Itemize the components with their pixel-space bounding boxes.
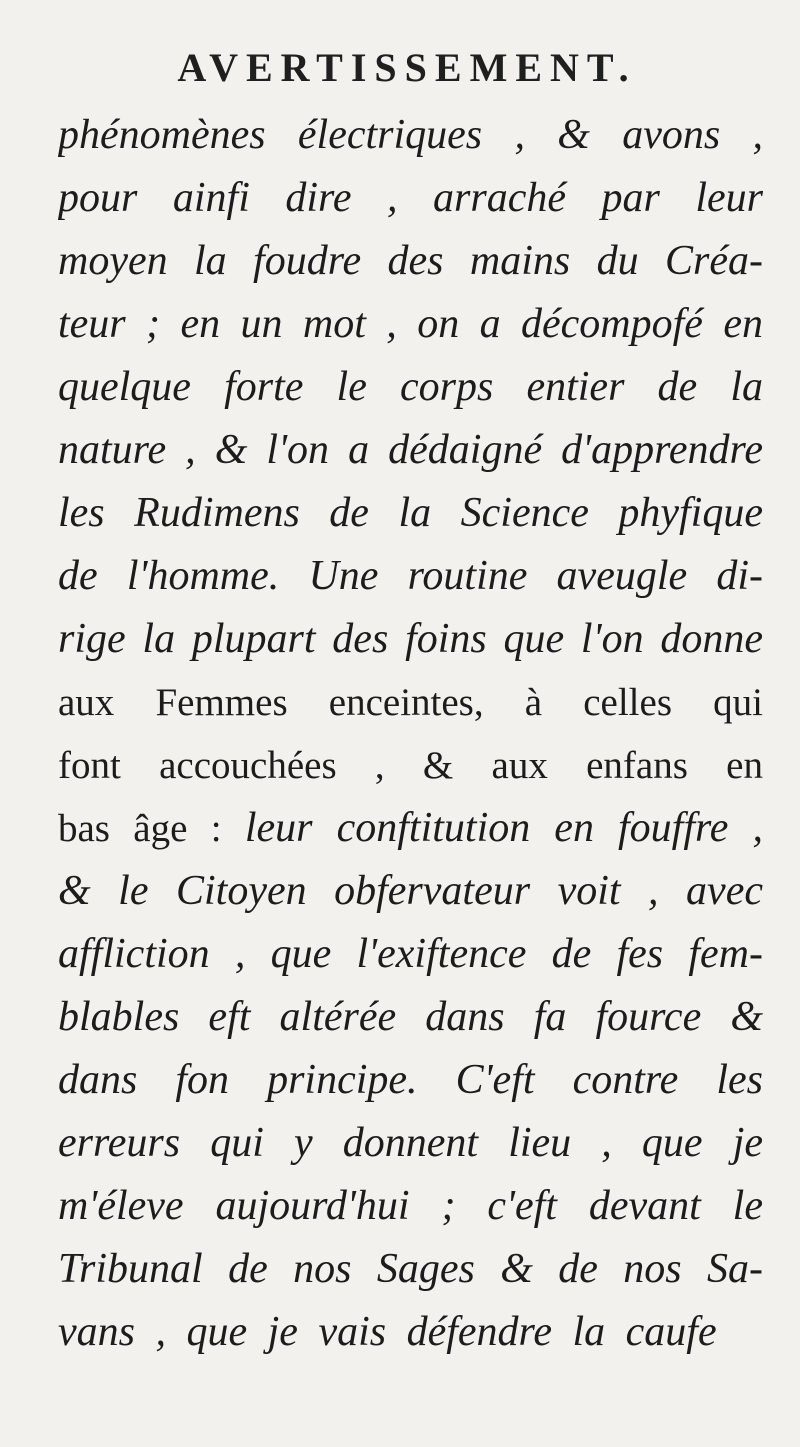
text-line: affliction , que l'exiftence de fes fem- bbox=[58, 931, 763, 977]
text-line-mixed bbox=[58, 797, 763, 860]
text-line: quelque forte le corps entier de la bbox=[58, 364, 763, 410]
text-line: phénomènes électriques , & avons , bbox=[58, 112, 763, 158]
body-text bbox=[58, 104, 763, 1364]
text-line: Tribunal de nos Sages & de nos Sa- bbox=[58, 1246, 763, 1292]
text-line: pour ainfi dire , arraché par leur bbox=[58, 175, 763, 221]
text-segment-italic: leur conftitution en fouffre , bbox=[244, 805, 763, 851]
text-line: de l'homme. Une routine aveugle di- bbox=[58, 553, 763, 599]
text-line: & le Citoyen obfervateur voit , avec bbox=[58, 868, 763, 914]
running-head: AVERTISSEMENT. bbox=[177, 45, 637, 90]
text-line: teur ; en un mot , on a décompofé en bbox=[58, 301, 763, 347]
text-line: vans , que je vais défendre la caufe bbox=[58, 1309, 717, 1355]
text-segment-roman: bas âge : bbox=[58, 807, 245, 850]
text-line: nature , & l'on a dédaigné d'apprendre bbox=[58, 427, 763, 473]
text-line: moyen la foudre des mains du Créa- bbox=[58, 238, 763, 284]
text-line: m'éleve aujourd'hui ; c'eft devant le bbox=[58, 1183, 763, 1229]
text-line: rige la plupart des foins que l'on donne bbox=[58, 616, 763, 662]
text-line: les Rudimens de la Science phyfique bbox=[58, 490, 763, 536]
text-line: dans fon principe. C'eft contre les bbox=[58, 1057, 763, 1103]
text-line: erreurs qui y donnent lieu , que je bbox=[58, 1120, 763, 1166]
text-line: font accouchées , & aux enfans en bbox=[58, 744, 763, 787]
text-line: aux Femmes enceintes, à celles qui bbox=[58, 681, 763, 724]
text-line: blables eft altérée dans fa fource & bbox=[58, 994, 763, 1040]
